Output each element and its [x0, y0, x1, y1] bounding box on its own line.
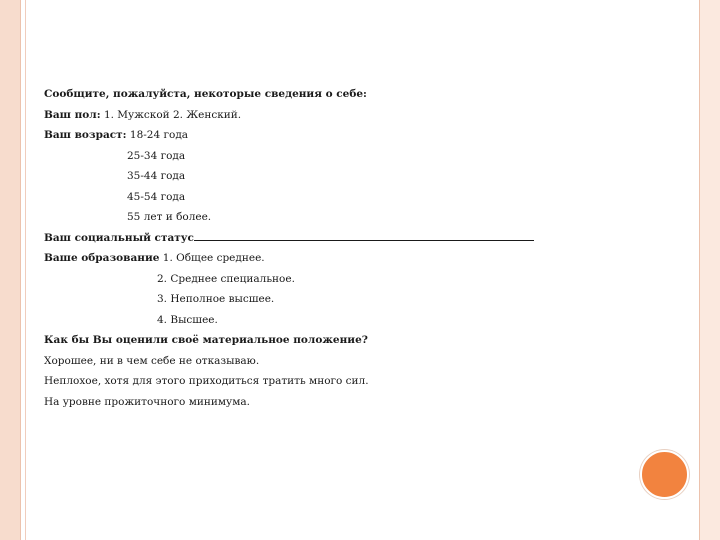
material-option: Неплохое, хотя для этого приходиться тратить много сил.: [44, 375, 369, 387]
age-option: 55 лет и более.: [127, 211, 212, 223]
social-status-question: [44, 228, 644, 249]
age-question: [44, 125, 644, 146]
gender-question: [44, 105, 644, 126]
age-option: 25-34 года: [127, 149, 186, 162]
age-label: Ваш возраст:: [44, 129, 127, 141]
right-decorative-border: [700, 0, 720, 540]
material-option: Хорошее, ни в чем себе не отказываю.: [44, 354, 260, 367]
education-label: Ваше образование: [44, 252, 160, 264]
education-option: 3. Неполное высшее.: [157, 293, 275, 305]
material-question: Как бы Вы оценили своё материальное положение?: [44, 334, 368, 346]
education-option: 1. Общее среднее.: [162, 252, 265, 264]
social-status-blank-line: [194, 229, 534, 241]
left-decorative-border: [0, 0, 20, 540]
gender-options: 1. Мужской 2. Женский.: [103, 108, 242, 121]
education-option: 2. Среднее специальное.: [157, 272, 295, 285]
questionnaire: [44, 84, 644, 412]
education-option: 4. Высшее.: [157, 313, 218, 326]
material-option: На уровне прожиточного минимума.: [44, 395, 250, 408]
orange-circle-decoration: [640, 450, 689, 499]
age-option: 35-44 года: [127, 170, 186, 182]
age-option: 45-54 года: [127, 190, 186, 203]
gender-label: Ваш пол:: [44, 108, 101, 121]
education-question: [44, 248, 644, 269]
age-option: 18-24 года: [129, 129, 189, 141]
social-status-label: Ваш социальный статус: [44, 231, 194, 244]
intro-text: Сообщите, пожалуйста, некоторые сведения о себе:: [44, 88, 367, 100]
